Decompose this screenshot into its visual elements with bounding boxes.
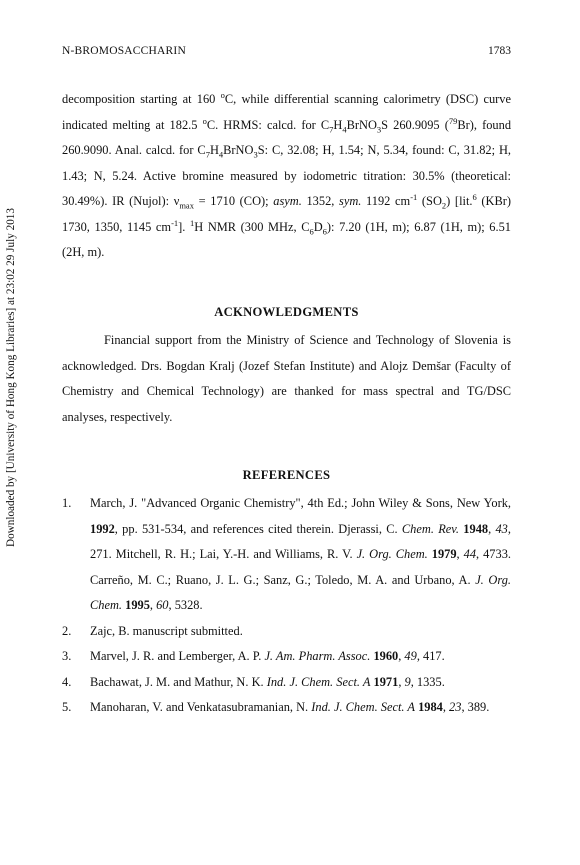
reference-number: 5. — [62, 700, 72, 714]
reference-number: 2. — [62, 623, 72, 638]
page-number: 1783 — [488, 45, 511, 57]
reference-item-1: 1. March, J. "Advanced Organic Chemistry", 4th Ed.; John Wiley & Sons, New York, 1992, pp. 531-534, and references cited therein. Djerassi, C. Chem. Rev. 1948, 43, 271. Mitchell, R. H.; Lai, Y.-H. and Williams, R. V. J. Org. Chem. 1979, 44, 4733. Carreño, M. C.; Ruano, J. L. G.; Sanz, G.; Toledo, M. A. and Urbano, A. J. Org. Chem. 1995, 60, 5328. — [62, 491, 511, 619]
running-header — [62, 45, 511, 61]
download-watermark: Downloaded by [University of Hong Kong Libraries] at 23:02 29 July 2013 — [5, 208, 17, 547]
reference-item-3: 3. Marvel, J. R. and Lemberger, A. P. J. Am. Pharm. Assoc. 1960, 49, 417. — [62, 644, 511, 670]
reference-number: 1. — [62, 496, 72, 510]
acknowledgments-heading: ACKNOWLEDGMENTS — [214, 305, 359, 319]
experimental-paragraph: decomposition starting at 160 $^o$C, while differential scanning calorimetry (DSC) curve indicated melting at 182.5 $^o$C. HRMS: calcd. for $C_7H_4BrNO_3S$ 260.9095 ($^{79}$Br), found 260.9090. Anal. calcd. for $C_7H_4BrNO_3S$: C, 32.08; H, 1.54; N, 5.34, found: C, 31.82; H, 1.43; N, 5.24. Active bromine measured by iodometric titration: 30.5% (theoretical: 30.49%). IR (Nujol): $\nu_{max} = 1710$ (CO); asym. 1352, sym. 1192 $cm^{-1}$ $(SO_2)$ [lit.$^6$ (KBr) 1730, 1350, 1145 $cm^{-1}$]. $^1$H NMR (300 MHz, $C_6D_6$): 7.20 (1H, m); 6.87 (1H, m); 6.51 (2H, m). — [62, 89, 512, 259]
reference-item-4: 4. Bachawat, J. M. and Mathur, N. K. Ind. J. Chem. Sect. A 1971, 9, 1335. — [62, 670, 511, 696]
reference-item-5: 5. Manoharan, V. and Venkatasubramanian, N. Ind. J. Chem. Sect. A 1984, 23, 389. — [62, 695, 511, 721]
acknowledgments-section — [62, 305, 511, 320]
reference-number: 3. — [62, 649, 72, 663]
acknowledgments-text: Financial support from the Ministry of Science and Technology of Slovenia is acknowledged. Drs. Bogdan Kralj (Jozef Stefan Institute) and Alojz Demšar (Faculty of Chemistry and Chemical Technology) are thanked for mass spectral and TG/DSC analyses, respectively. — [62, 333, 511, 424]
references-heading: REFERENCES — [242, 468, 331, 482]
references-section — [62, 468, 511, 483]
running-title: N-BROMOSACCHARIN — [62, 45, 186, 57]
reference-item-2: 2. Zajc, B. manuscript submitted. — [62, 619, 511, 645]
reference-number: 4. — [62, 674, 72, 689]
reference-list — [62, 491, 511, 721]
